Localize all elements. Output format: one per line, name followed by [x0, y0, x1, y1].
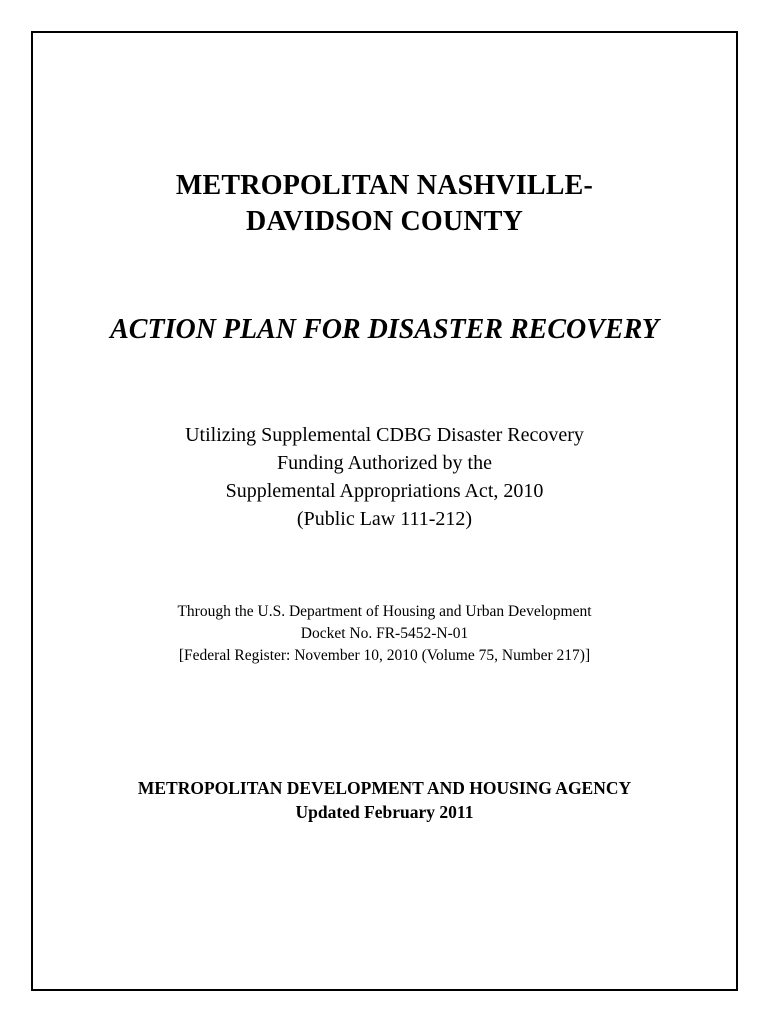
- agency-block: [31, 776, 738, 824]
- agency-name: METROPOLITAN DEVELOPMENT AND HOUSING AGENCY: [137, 778, 632, 798]
- subtitle-text: ACTION PLAN FOR DISASTER RECOVERY: [110, 314, 659, 345]
- docket-line: Docket No. FR-5452-N-01: [300, 625, 469, 642]
- title-line-2: DAVIDSON COUNTY: [245, 206, 524, 237]
- funding-line: (Public Law 111-212): [296, 508, 473, 530]
- funding-line: Supplemental Appropriations Act, 2010: [225, 480, 544, 502]
- funding-line: Utilizing Supplemental CDBG Disaster Recovery: [185, 424, 584, 446]
- funding-statement: [31, 421, 738, 533]
- hud-reference: [31, 601, 738, 667]
- title-line-1: METROPOLITAN NASHVILLE-: [175, 170, 594, 201]
- funding-line: Funding Authorized by the: [277, 452, 492, 474]
- hud-line: Through the U.S. Department of Housing and Urban Development: [177, 603, 592, 620]
- updated-date: Updated February 2011: [295, 802, 474, 822]
- document-subtitle: [31, 310, 738, 350]
- document-title: [31, 168, 738, 240]
- federal-register-line: [Federal Register: November 10, 2010 (Volume 75, Number 217)]: [178, 647, 591, 664]
